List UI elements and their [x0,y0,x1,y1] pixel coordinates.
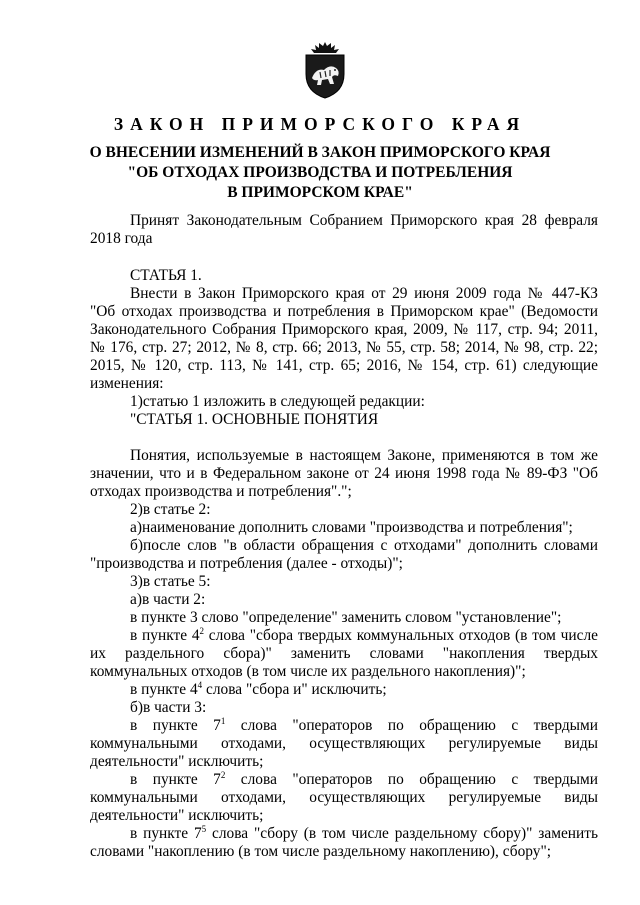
superscript: 4 [197,680,203,690]
paragraph-line: б)после слов "в области обращения с отходами" дополнить словами [130,537,598,554]
law-title: ЗАКОН ПРИМОРСКОГО КРАЯ [113,114,527,134]
paragraph-line [130,771,598,789]
paragraph-line: их раздельного сбора)" заменить словами "накопления твердых [90,645,598,662]
paragraph-line: в пункте 3 слово "определение" заменить словом "установление"; [130,609,562,626]
paragraph-line: изменения: [90,375,164,392]
superscript: 5 [201,824,207,834]
paragraph-line: коммунальными отходами, осуществляющих регулируемые виды [90,735,598,752]
paragraph-line [130,627,598,645]
paragraph-line: коммунальных отходов (в том числе их раздельного накопления)"; [90,663,526,680]
text-span: в пункте 4 [130,681,198,698]
paragraph-line: "СТАТЬЯ 1. ОСНОВНЫЕ ПОНЯТИЯ [130,411,379,428]
text-span: слова "операторов по обращению с твердыми [225,717,598,734]
paragraph-line: а)в части 2: [130,591,206,608]
primorsky-krai-coat-of-arms-icon [300,40,350,100]
text-span: слова "сбора и" исключить; [202,681,387,698]
paragraph-line: 1)статью 1 изложить в следующей редакции: [130,393,425,410]
paragraph-line: значении, что и в Федеральном законе от 24 июня 1998 года № 89-ФЗ "Об [90,465,598,482]
law-subtitle-line-1: О ВНЕСЕНИИ ИЗМЕНЕНИЙ В ЗАКОН ПРИМОРСКОГО КРАЯ [89,144,551,161]
paragraph-line: деятельности" исключить; [90,753,264,770]
paragraph-line: 2015, № 120, стр. 113, № 141, стр. 65; 2016, № 154, стр. 61) следующие [90,357,598,374]
paragraph-line [130,717,598,735]
paragraph-line: отходах производства и потребления"."; [90,483,352,500]
article-heading: СТАТЬЯ 1. [130,267,202,284]
paragraph-line: Понятия, используемые в настоящем Законе, применяются в том же [130,447,598,464]
paragraph-line: № 176, стр. 27; 2012, № 8, стр. 66; 2013, № 55, стр. 58; 2014, № 98, стр. 22; [90,339,598,356]
paragraph-line: Внести в Закон Приморского края от 29 июня 2009 года № 447-КЗ [130,285,598,302]
text-span: в пункте 7 [130,771,221,788]
text-span: в пункте 7 [130,717,221,734]
paragraph-line: коммунальными отходами, осуществляющих регулируемые виды [90,789,598,806]
paragraph-line: "производства и потребления (далее - отходы)"; [90,555,403,572]
adoption-note-line-1: Принят Законодательным Собранием Приморского края 28 февраля [130,212,598,229]
law-subtitle-line-2: "ОБ ОТХОДАХ ПРОИЗВОДСТВА И ПОТРЕБЛЕНИЯ [127,164,513,181]
paragraph-line: 2)в статье 2: [130,501,211,518]
adoption-note-line-2: 2018 года [90,230,153,247]
paragraph-line [130,681,387,699]
paragraph-line: а)наименование дополнить словами "производства и потребления"; [130,519,573,536]
text-span: слова "операторов по обращению с твердыми [225,771,598,788]
superscript: 1 [220,716,226,726]
paragraph-line: "Об отходах производства и потребления в Приморском крае" (Ведомости [90,303,598,320]
text-span: в пункте 4 [130,627,200,644]
paragraph-line: б)в части 3: [130,699,207,716]
law-subtitle-line-3: В ПРИМОРСКОМ КРАЕ" [227,184,413,201]
superscript: 2 [220,770,226,780]
paragraph-line: словами "накоплению (в том числе раздельному накоплению), сбору"; [90,843,552,860]
text-span: слова "сбора твердых коммунальных отходов (в том числе [204,627,598,644]
paragraph-line: 3)в статье 5: [130,573,211,590]
paragraph-line: деятельности" исключить; [90,807,264,824]
text-span: в пункте 7 [130,825,202,842]
paragraph-line [130,825,598,843]
superscript: 2 [199,626,205,636]
text-span: слова "сбору (в том числе раздельному сбору)" заменить [206,825,598,842]
paragraph-line: Законодательного Собрания Приморского края, 2009, № 117, стр. 94; 2011, [90,321,598,338]
